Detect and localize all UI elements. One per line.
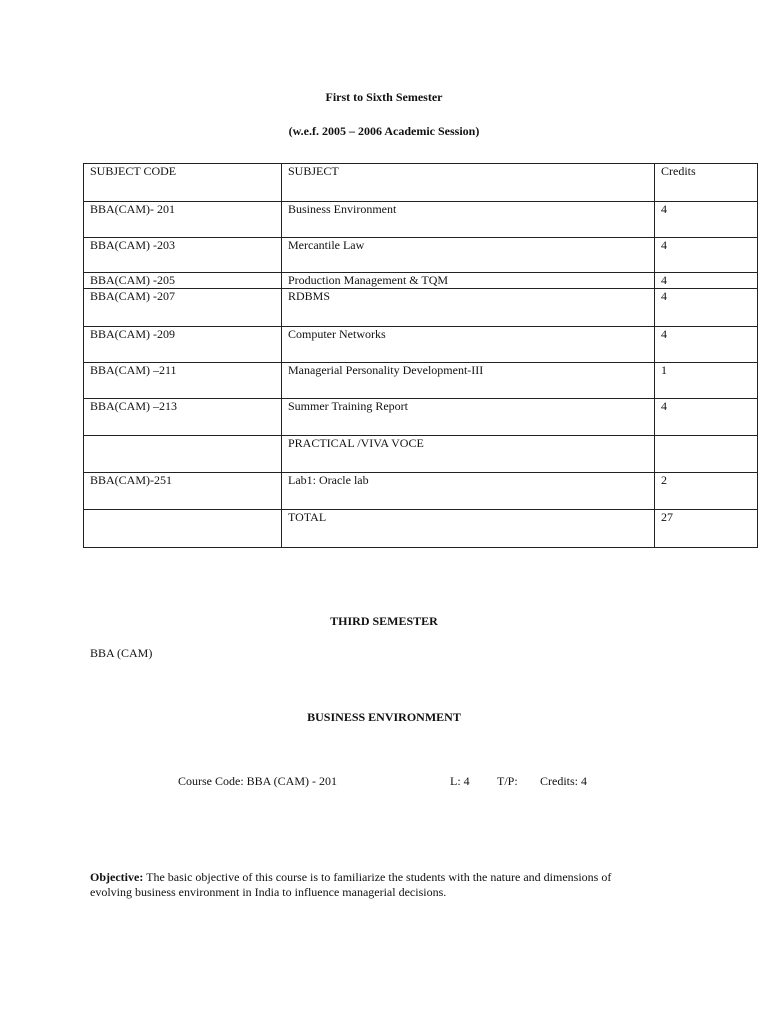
- credits-cell: 4: [655, 327, 758, 363]
- table-row: [84, 363, 758, 399]
- credits-cell: [655, 436, 758, 473]
- table-row: [84, 473, 758, 510]
- credits-cell: 4: [655, 238, 758, 273]
- table-row: [84, 510, 758, 548]
- credits-cell: 4: [655, 273, 758, 289]
- table-row: [84, 238, 758, 273]
- tutorial-practical: T/P:: [497, 774, 518, 788]
- table-row: [84, 436, 758, 473]
- document-subtitle: (w.e.f. 2005 – 2006 Academic Session): [288, 124, 480, 138]
- subject-code-cell: BBA(CAM) -205: [84, 273, 282, 289]
- header-subject: SUBJECT: [282, 164, 655, 202]
- subject-code-cell: [84, 510, 282, 548]
- subject-cell: PRACTICAL /VIVA VOCE: [282, 436, 655, 473]
- subject-code-cell: BBA(CAM) –213: [84, 399, 282, 436]
- course-credits: Credits: 4: [540, 774, 587, 788]
- subject-cell: Business Environment: [282, 202, 655, 238]
- credits-cell: 4: [655, 289, 758, 327]
- subject-cell: Lab1: Oracle lab: [282, 473, 655, 510]
- subject-code-cell: BBA(CAM)- 201: [84, 202, 282, 238]
- objective-paragraph: [90, 870, 730, 900]
- lecture-hours: L: 4: [450, 774, 470, 788]
- subject-cell: Summer Training Report: [282, 399, 655, 436]
- table-row: [84, 327, 758, 363]
- table-row: [84, 273, 758, 289]
- credits-cell: 27: [655, 510, 758, 548]
- header-subject-code: SUBJECT CODE: [84, 164, 282, 202]
- table-header-row: [84, 164, 758, 202]
- subject-cell: TOTAL: [282, 510, 655, 548]
- credits-cell: 2: [655, 473, 758, 510]
- objective-text-line2: evolving business environment in India to influence managerial decisions.: [90, 885, 447, 899]
- credits-cell: 1: [655, 363, 758, 399]
- table-row: [84, 289, 758, 327]
- subject-code-cell: BBA(CAM) -207: [84, 289, 282, 327]
- program-name: BBA (CAM): [90, 646, 153, 660]
- subject-code-cell: BBA(CAM) -203: [84, 238, 282, 273]
- credits-cell: 4: [655, 399, 758, 436]
- objective-text-line1: The basic objective of this course is to familiarize the students with the nature and dimensions of: [146, 870, 612, 884]
- subject-code-cell: BBA(CAM) –211: [84, 363, 282, 399]
- course-title: BUSINESS ENVIRONMENT: [307, 710, 461, 724]
- table-row: [84, 399, 758, 436]
- semester-heading: THIRD SEMESTER: [330, 614, 438, 628]
- objective-label: Objective:: [90, 870, 144, 884]
- header-credits: Credits: [655, 164, 758, 202]
- credits-table: [83, 163, 758, 548]
- subject-code-cell: BBA(CAM)-251: [84, 473, 282, 510]
- subject-cell: Computer Networks: [282, 327, 655, 363]
- subject-cell: Managerial Personality Development-III: [282, 363, 655, 399]
- document-title: First to Sixth Semester: [325, 90, 443, 104]
- subject-cell: RDBMS: [282, 289, 655, 327]
- credits-cell: 4: [655, 202, 758, 238]
- subject-code-cell: [84, 436, 282, 473]
- subject-code-cell: BBA(CAM) -209: [84, 327, 282, 363]
- subject-cell: Mercantile Law: [282, 238, 655, 273]
- table-row: [84, 202, 758, 238]
- subject-cell: Production Management & TQM: [282, 273, 655, 289]
- course-code: Course Code: BBA (CAM) - 201: [178, 774, 337, 788]
